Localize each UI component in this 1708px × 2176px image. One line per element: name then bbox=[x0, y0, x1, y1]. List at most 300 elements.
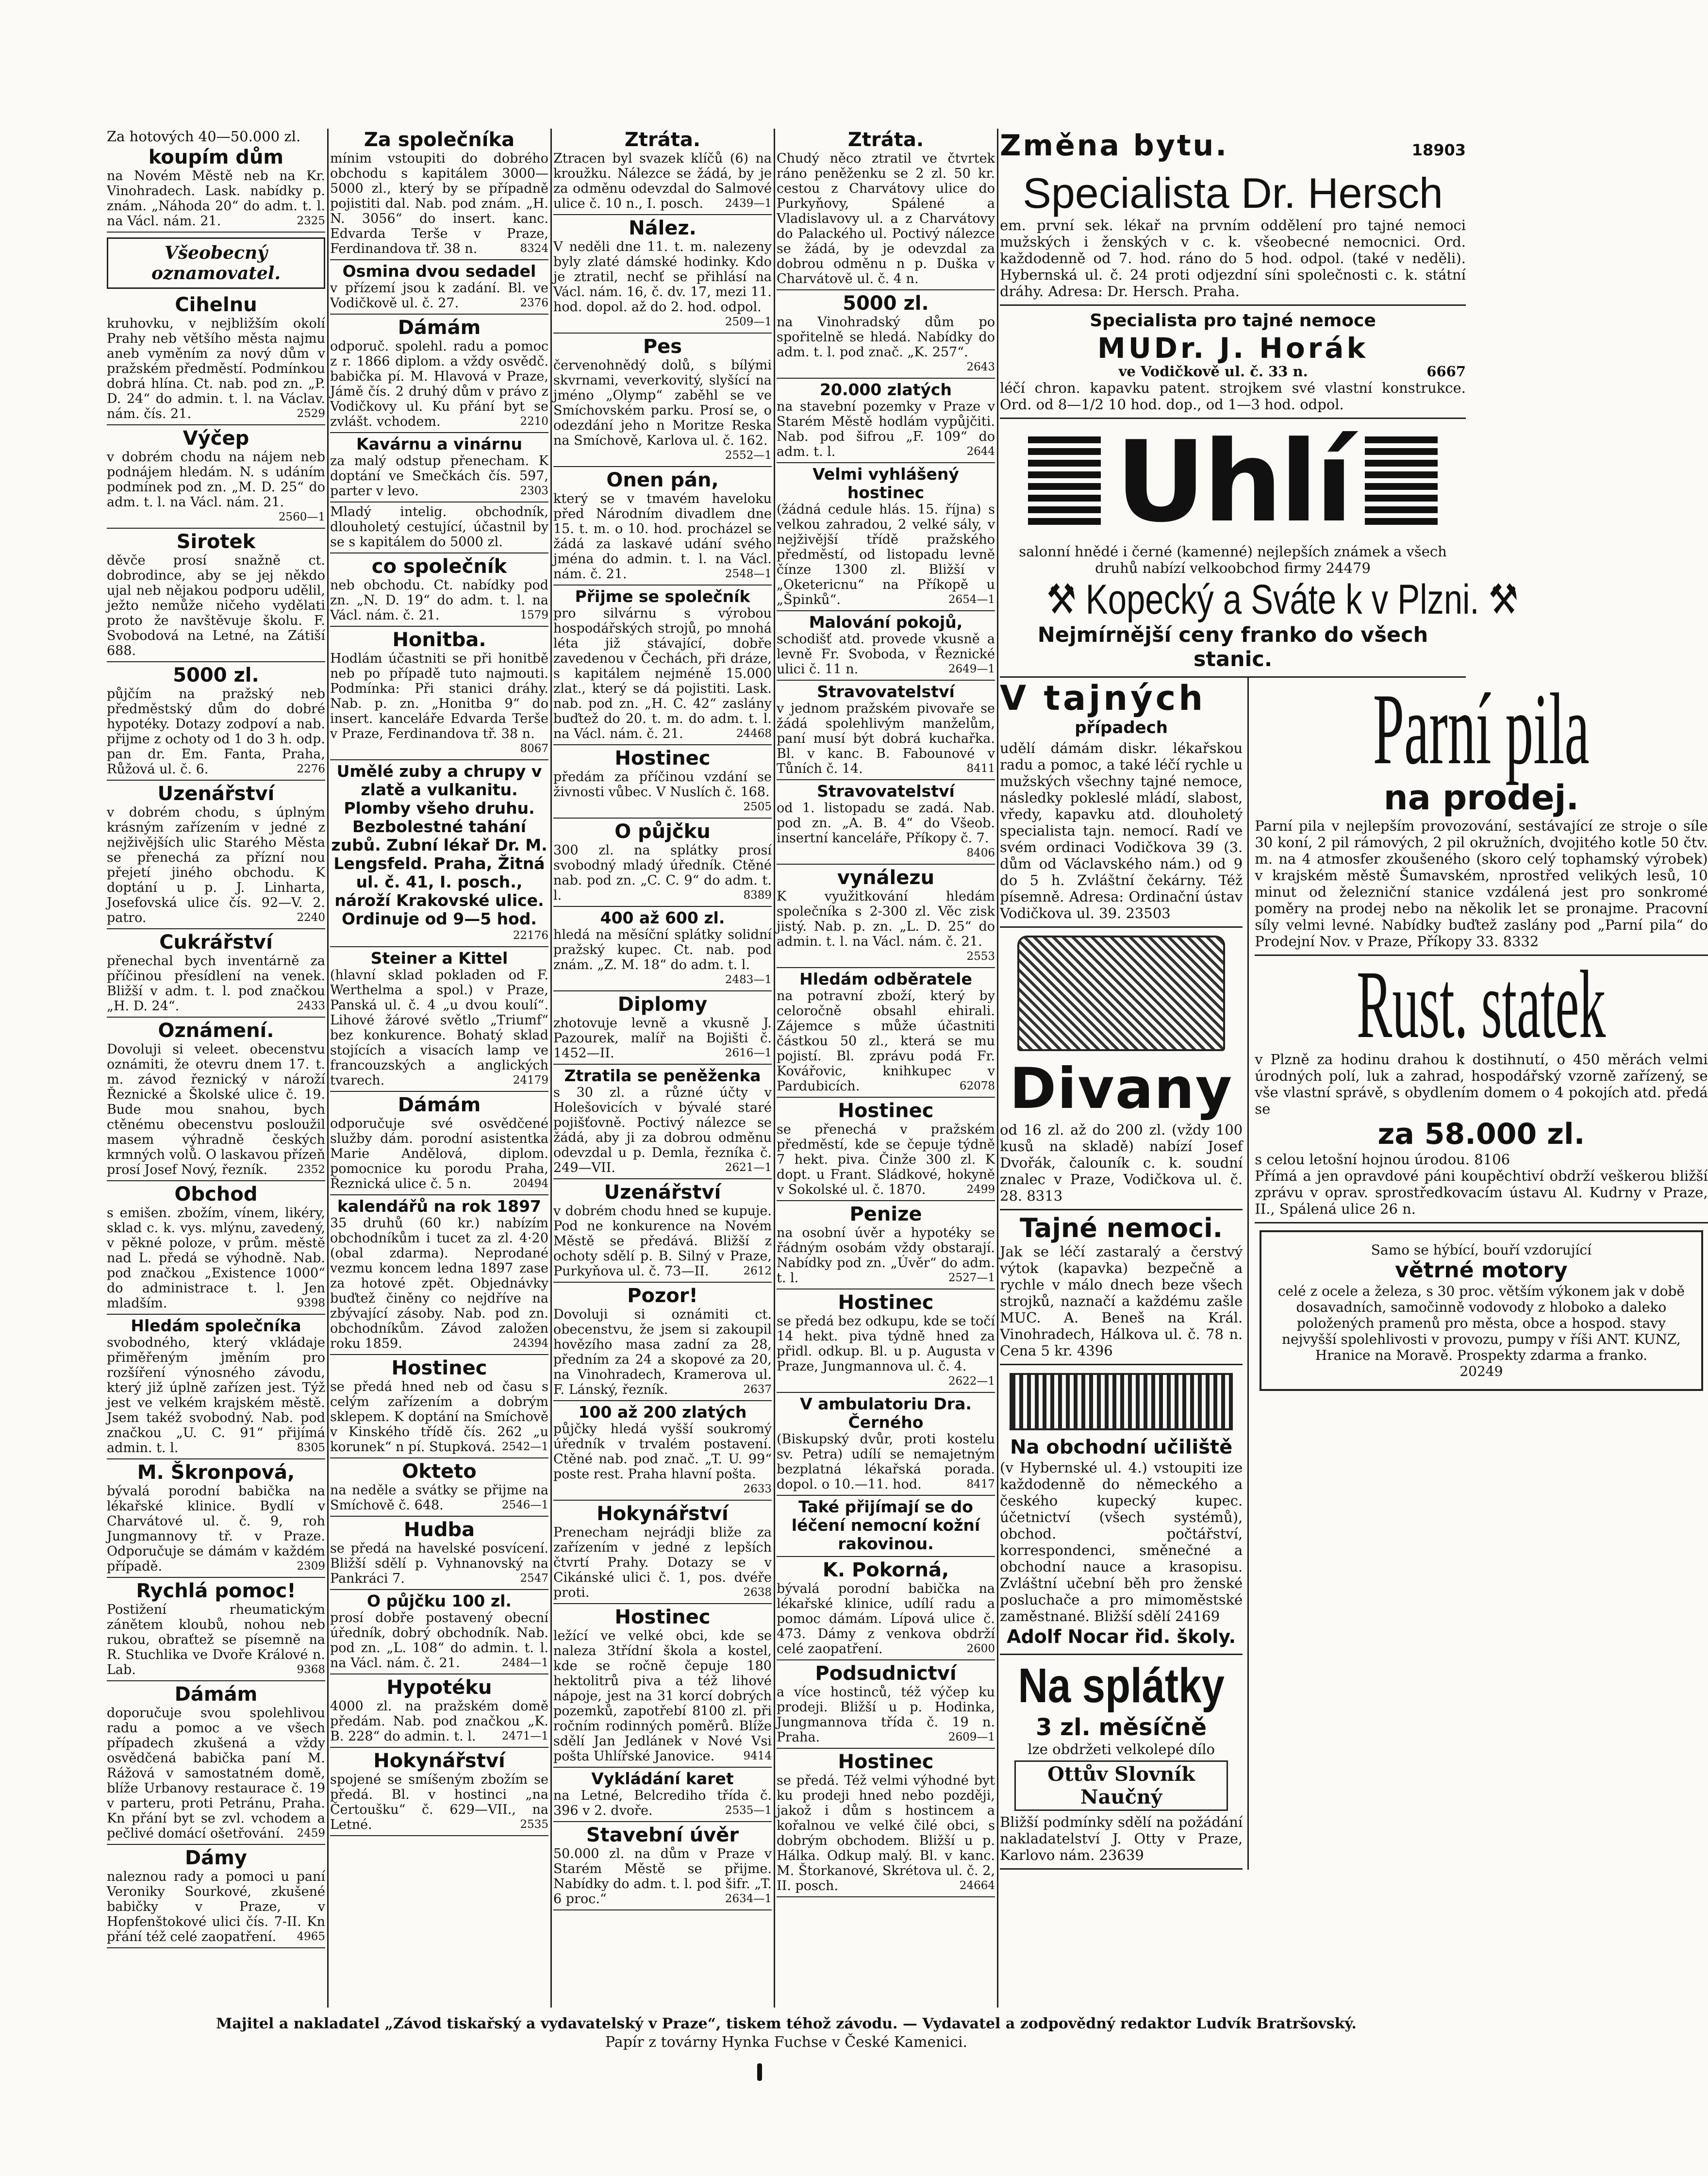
ad-text: Postižení rheumatickým zánětem kloubů, nohou neb rukou, obraťtež se písemně na R. Stuchlika ve Dvoře Králové n. Lab. bbox=[107, 1602, 325, 1677]
classified-ad bbox=[553, 1181, 772, 1283]
ad-text: Chudý něco ztratil ve čtvrtek ráno peněženku se 2 zl. 50 kr. cestou z Charvátovy ulice do Purkyňovy, Spálené a Vladislavovy ul. a z Charvátovy do Palackého ul. Poctivý nálezce se žádá, by je odevzdal za dobrou odměnu n p. Duška v Charvátově ul. č. 4 n. bbox=[777, 151, 995, 286]
ad-heading: Oznámení. bbox=[158, 1020, 274, 1042]
ad-number: 8332 bbox=[1503, 933, 1539, 950]
ad-text: Prenecham nejrádji bliže za zařízením v jedné z lepších čtvrtí Prahy. Dotazy se v Cikánské ulici č. 1, pos. dvéře proti. bbox=[553, 1525, 772, 1600]
classified-ad bbox=[777, 1559, 995, 1660]
ad-heading: Okteto bbox=[402, 1460, 477, 1483]
ad-text: zhotovuje levně a vkusně J. Pazourek, malíř na Bojišti č. 1452—II. bbox=[553, 1016, 772, 1061]
ad-text: v dobrém chodu, s úplným krásným zařízením v jedné z nejživějších ulic Starého Města se přenechá za přízní nou přejetí jiného obchodu. K doptání u p. J. Linharta, Josefovská ulice čís. 92—V. 2. patro. bbox=[107, 805, 325, 925]
ad-text: hledá na měsíční splátky solidní pražský kupec. Ct. nab. pod znám. „Z. M. 18“ do adm. t. l. bbox=[553, 927, 772, 972]
ad-number: 62078 bbox=[959, 1080, 995, 1092]
classified-ad bbox=[553, 1606, 772, 1768]
ad-uhli bbox=[1000, 418, 1519, 678]
column-rule bbox=[997, 129, 998, 2008]
classified-ad bbox=[553, 820, 772, 907]
header-row bbox=[1000, 129, 1466, 163]
ad-text: se předá. Též velmi výhodné byt ku prodeji hned nebo později, jakož i dům s hostincem a kořalnou ve velké čilé obci, s dobrým obchodem. Bližší u p. Hálka. Odkup malý. Bl. v kanc. M. Štorkanové, Skrétova ul. č. 2, II. posch. bbox=[777, 1773, 995, 1893]
ad-text: prosí dobře postavený obecní úředník, dobrý obchodník. Nab. pod zn. „L. 108“ do admin. t. l. na Václ. nám. č. 21. bbox=[330, 1610, 548, 1671]
ad-number: 24394 bbox=[513, 1337, 548, 1350]
classified-ad bbox=[777, 1498, 995, 1557]
ad-text: půjčím na pražský neb předměstský dům do dobré hypotéky. Dotazy zodpoví a nab. přijme z ochoty od 1 do 3 h. odp. pan dr. Em. Fanta, Praha, Růžová ul. č. 6. bbox=[107, 686, 325, 777]
ad-number: 18903 bbox=[1411, 141, 1466, 159]
ad-text: V neděli dne 11. t. m. nalezeny byly zlaté dámské hodinky. Kdo je ztratil, nechť se přihlásí na Václ. nám. 16, č. dv. 17, mezi 11. hod. dopol. až do 2. hod. odpol. bbox=[553, 239, 772, 315]
classified-ad bbox=[330, 1519, 548, 1590]
ad-number: 2638 bbox=[743, 1586, 772, 1599]
ad-text: doporučuje svou spolehlivou radu a pomoc a ve všech případech zkušená a vždy osvědčená babička paní M. Rážová v samostatném domě, blíže Urbanovy restaurace č. 19 v parteru, proti Petránu, Praha. Kn přání byt se zvl. vchodem a pečlivé domácí ošetřování. bbox=[107, 1706, 325, 1841]
ad-text: s emišen. zbožím, vínem, likéry, sklad c. k. vys. mlýnu, zavedený, v pěkné poloze, v prům. městě nad L. předá se výhodně. Nab. pod značkou „Existence 1000“ do administrace t. l. Jen mladším. bbox=[107, 1205, 325, 1311]
ad-text: na neděle a svátky se přijme na Smíchově č. 648. bbox=[330, 1483, 548, 1513]
ad-subheading: případech bbox=[1075, 718, 1168, 737]
ad-number: 8106 bbox=[1474, 1151, 1510, 1168]
ad-text: em. první sek. lékař na prvním oddělení pro tajné nemoci mužských i ženských v c. k. všeobecné nemocnici. Ord. každodenně od 7. hod. ráno do 5 hod. odpol. (také v neděli). Hybernská ul. č. 24 proti odjezdní síni společnosti c. k. státní dráhy. Adresa: Dr. Hersch. Praha. bbox=[1000, 217, 1466, 300]
ad-brand: Kopecký a Sváte k v Plzni. bbox=[1085, 576, 1479, 623]
ad-number: 24479 bbox=[1326, 560, 1371, 576]
ad-heading: Sirotek bbox=[176, 531, 256, 553]
ad-heading: Osmina dvou sedadel bbox=[342, 262, 536, 281]
ad-text: Parní pila v nejlepším provozování, sestávající ze stroje o síle 30 koní, 2 pil rámových, 2 pil okružních, dvojitého kotle 50 čtv. m. na 4 atmosfer zkoušeného (skoro celý tophamský výrobek) v krajském městě Šumavském, nprostřed velikých lesů, 10 minut od železniční stanice vzdálená jest pro sonkromé poměry na prodej nebo na několik let se pronajme. Pracovní síly velmi levné. Nabídky buďtež zaslány pod „Parní pila“ do Prodejní Nov. v Praze, Příkopy 33. bbox=[1255, 818, 1708, 950]
ad-text: který se v tmavém haveloku před Národním divadlem dne 15. t. m. o 10. hod. procházel se žádá za laskavé udání svého jména do admin. t. l. na Václ. nám. č. 21. bbox=[553, 491, 772, 582]
ad-heading: větrné motory bbox=[1395, 1258, 1568, 1283]
ad-slogan: Nejmírnější ceny franko do všech stanic. bbox=[1037, 623, 1428, 671]
ad-number: 2529 bbox=[297, 407, 325, 420]
ad-ucil bbox=[1000, 1365, 1243, 1655]
ad-text: celé z ocele a železa, s 30 proc. větším výkonem jak v době dosavadních, samočinně vodovody z hloboko a daleko položených pramenů pro města, obce a hospod. stavy nejvyšší spolehlivosti v provozu, pumpy v říši ANT. KUNZ, Hranice na Moravě. Prospekty zdarma a franko. bbox=[1277, 1283, 1685, 1363]
ad-heading: M. Škronpová, bbox=[137, 1461, 295, 1484]
classified-ad bbox=[777, 129, 995, 290]
ad-text: na Letné, Belcrediho třída č. 396 v 2. dvoře. bbox=[553, 1788, 772, 1818]
ad-text: na Vinohradský dům po spořitelně se hledá. Nabídky do adm. t. l. pod znač. „K. 257“. bbox=[777, 315, 995, 360]
column-rule bbox=[550, 129, 552, 2008]
ad-number: 2621—1 bbox=[725, 1161, 772, 1174]
ad-text: odporuč. spolehl. radu a pomoc z r. 1866 diplom. a vždy osvědč. babička pí. M. Hlavová v Praze, Jámě čís. 2 druhý dům v právo z Vodičkovy ul. Ku přání byt se zvlášt. vchodem. bbox=[330, 339, 548, 429]
ad-heading: Obchod bbox=[174, 1183, 258, 1205]
classified-ad bbox=[330, 1357, 548, 1458]
classified-ad bbox=[330, 504, 548, 553]
classified-ad bbox=[553, 1824, 772, 1910]
ad-heading bbox=[1046, 576, 1519, 623]
ad-text: na stavební pozemky v Praze v Starém Městě hodlám vypůjčiti. Nab. pod šifrou „F. 109“ do adm. t. l. bbox=[777, 399, 995, 459]
ad-heading: 400 až 600 zl. bbox=[600, 908, 725, 927]
ad-heading: Hudba bbox=[403, 1519, 475, 1541]
ad-number: 24179 bbox=[513, 1074, 548, 1087]
ad-splatky bbox=[1000, 1655, 1243, 1870]
column-3 bbox=[553, 129, 772, 2008]
classified-ad bbox=[330, 949, 548, 1092]
ad-text: na osobní úvěr a hypotéky se řádným osobám vždy obstarají. Nabídky pod zn. „Úvěr“ do adm. t. l. bbox=[777, 1225, 995, 1286]
classified-ad bbox=[107, 664, 325, 781]
ad-heading: Hostinec bbox=[838, 1751, 934, 1773]
ad-number: 2633 bbox=[743, 1483, 772, 1495]
ad-top-line: Za hotových 40—50.000 zl. bbox=[107, 128, 301, 145]
col2-ads bbox=[330, 129, 548, 1836]
ad-heading: Rychlá pomoc! bbox=[136, 1580, 296, 1602]
ad-heading: Dámám bbox=[398, 317, 481, 339]
ad-text: se předá na havelské posvícení. Bližší sdělí p. Vyhnanovský na Pankráci 7. bbox=[330, 1541, 548, 1586]
classified-ad bbox=[330, 435, 548, 502]
ad-text: Hodlám účastniti se při honitbě neb po případě tuto najmouti. Podmínka: Při stanici dráhy. Nab. p. zn. „Honitba 9“ do insert. kanceláře Edvarda Terše v Praze, Ferdinandova tř. 38 n. bbox=[330, 651, 548, 741]
ad-horak bbox=[1000, 306, 1466, 419]
ad-heading: Za společníka bbox=[364, 129, 515, 151]
ad-price: za 58.000 zl. bbox=[1377, 1117, 1585, 1151]
ad-text: udělí dámám diskr. lékařskou radu a pomoc, a také léčí rychle u mužských všechny tajné nemoce, následky pokleslé mládí, slabost, vředy, kapavku atd. dlouholetý specialista tajn. nemocí. Radí ve svém ordinaci Vodičkova 39 (3. dům od Václavského nám.) od 9 do 5 h. Zvláštní čekárny. Též písemně. Adresa: Ordinační ústav Vodičkova ul. 39. bbox=[1000, 740, 1243, 921]
classified-ad bbox=[777, 1100, 995, 1201]
ornament-banner-icon bbox=[1010, 1373, 1233, 1430]
ad-heading: Výčep bbox=[182, 427, 249, 450]
ad-number: 2483—1 bbox=[725, 973, 772, 986]
classified-ad bbox=[777, 465, 995, 611]
ad-heading: Steiner a Kittel bbox=[370, 949, 508, 968]
classified-ad bbox=[553, 1770, 772, 1822]
classified-ad bbox=[330, 1197, 548, 1355]
ad-number: 9398 bbox=[297, 1297, 325, 1309]
classified-ad bbox=[330, 1460, 548, 1517]
classified-ad bbox=[553, 335, 772, 467]
ad-number: 2325 bbox=[297, 215, 325, 227]
column-4 bbox=[777, 129, 995, 2008]
classified-ad bbox=[330, 317, 548, 433]
classified-ad bbox=[330, 1750, 548, 1836]
ad-heading: O půjčku 100 zl. bbox=[367, 1591, 512, 1610]
ad-number: 2352 bbox=[297, 1163, 325, 1176]
ad-text: od 1. listopadu se zadá. Nab. pod zn. „A. B. 4“ do Všeob. insertní kanceláře, Příkopy č. 7. bbox=[777, 801, 995, 846]
ad-heading: Dámy bbox=[185, 1847, 247, 1869]
ad-heading: kalendářů na rok 1897 bbox=[337, 1197, 542, 1216]
ad-number: 1579 bbox=[520, 609, 548, 621]
ad-heading: Pes bbox=[643, 335, 682, 358]
ad-text: Přímá a jen opravdové páni koupěchtiví obdrží veškerou bližší zprávu v oprav. sprostředkovacím ústavu Al. Kudrny v Praze, II., Spálená ulice 26 n. bbox=[1255, 1168, 1708, 1217]
ad-heading: Hokynářství bbox=[597, 1503, 729, 1525]
ad-text: ležící ve velké obci, kde se naleza 3třídní škola a kostel, kde se ročně čepuje 180 hektolitrů piva a též lihové nápoje, jest na 31 korcí dobrých pozemků, zapotřebí 8100 zl. při ročním rodinných poměrů. Blíže sdělí Jan Jedlánek v Nové Vsi pošta Uhlířské Janovice. bbox=[553, 1628, 772, 1764]
ad-number: 2535 bbox=[520, 1818, 548, 1831]
ad-number: 2527—1 bbox=[948, 1272, 995, 1284]
classified-ad bbox=[330, 762, 548, 947]
ad-number: 24169 bbox=[1175, 1608, 1220, 1624]
ad-number: 8411 bbox=[966, 762, 995, 775]
ad-number: 2535—1 bbox=[725, 1804, 772, 1817]
classified-ad bbox=[553, 1403, 772, 1501]
ad-number: 2548—1 bbox=[725, 568, 772, 580]
ad-heading: MUDr. J. Horák bbox=[1097, 332, 1369, 365]
ad-text: se předá hned neb od času s celým zařízením a dobrým sklepem. K doptání na Smíchově v Kinského třídě čís. 262 „u korunek“ n pí. Stupková. bbox=[330, 1379, 548, 1455]
ad-heading: Uzenářství bbox=[157, 783, 275, 805]
ad-heading: Tajné nemoci. bbox=[1020, 1213, 1223, 1243]
ad-text: salonní hnědé i černé (kamenné) nejlepších známek a všech druhů nabízí velkoobchod firmy bbox=[1019, 543, 1447, 576]
classified-ad bbox=[553, 1067, 772, 1179]
ad-text: od 16 zl. až do 200 zl. (vždy 100 kusů na skladě) nabízí Josef Dvořák, čalouník c. k. soudní znalec v Praze, Vodičkova ul. č. 28. bbox=[1000, 1121, 1243, 1204]
ad-text: spojené se smíšeným zbožím se předá. Bl. v hostinci „na Čertoušku“ č. 629—VII., na Letné. bbox=[330, 1772, 548, 1832]
ad-heading: Ztráta. bbox=[624, 129, 701, 151]
classified-ad bbox=[330, 262, 548, 315]
classified-ad bbox=[107, 1683, 325, 1845]
ad-number: 2654—1 bbox=[948, 593, 995, 606]
ad-heading: Penize bbox=[849, 1203, 922, 1225]
ad-text: na Novém Městě neb na Kr. Vinohradech. Lask. nabídky p. znám. „Náhoda 20“ do adm. t. l. na Václ. nám. 21. bbox=[107, 168, 325, 229]
ad-text: kruhovku, v nejbližším okolí Prahy neb většího města najmu aneb vyměním za nový dům v pražském předměstí. Podmínkou dobrá hlína. Ct. nab. pod zn. „P. D. 24“ do admin. t. l. na Václav. nám. čís. 21. bbox=[107, 316, 325, 421]
ad-vtaj bbox=[1000, 678, 1243, 928]
stripe-ornament bbox=[1028, 436, 1101, 529]
ad-rust-statek bbox=[1255, 951, 1708, 1223]
ad-heading: Uhlí bbox=[1115, 418, 1351, 547]
ad-text: Ztracen byl svazek klíčů (6) na kroužku. Nálezce se žádá, by je za odměnu odevzdal do Salmové ulice č. 10 n., I. posch. bbox=[553, 151, 772, 211]
ad-text: lze obdržeti velkolepé dílo bbox=[1028, 1741, 1215, 1758]
col1-ads bbox=[107, 146, 325, 1948]
classified-ad bbox=[553, 587, 772, 745]
ad-number: 2459 bbox=[297, 1827, 325, 1840]
classified-ad bbox=[777, 683, 995, 780]
ad-heading: K. Pokorná, bbox=[822, 1559, 949, 1581]
ad-number: 23503 bbox=[1126, 905, 1171, 921]
ad-number: 2376 bbox=[520, 297, 548, 309]
ad-number: 2439—1 bbox=[725, 197, 772, 210]
ad-heading: Stavební úvěr bbox=[586, 1824, 739, 1846]
classified-ad bbox=[777, 1395, 995, 1496]
ad-number: 2505 bbox=[743, 801, 772, 813]
col3-ads bbox=[553, 129, 772, 1910]
ad-number: 2637 bbox=[743, 1383, 772, 1396]
ad-heading: Kavárnu a vinárnu bbox=[356, 435, 522, 453]
ad-parni-pila bbox=[1255, 673, 1708, 956]
ad-text: Bližší podmínky sdělí na požádání nakladatelství J. Otty v Praze, Karlovo nám. bbox=[1000, 1814, 1243, 1863]
ad-brand: Ottův Slovník Naučný bbox=[1014, 1760, 1228, 1811]
ad-heading: Diplomy bbox=[617, 993, 708, 1016]
ad-text: (Biskupský dvůr, proti kostelu sv. Petra) udílí se nemajetným bezplatná lékařská porada. dopol. o 10.—11. hod. bbox=[777, 1432, 995, 1492]
ad-number: 4396 bbox=[1077, 1342, 1113, 1359]
ad-heading: Parní pila bbox=[1373, 673, 1590, 786]
ad-heading: Pozor! bbox=[627, 1285, 698, 1307]
ad-heading: V tajných bbox=[1000, 678, 1206, 718]
classified-ad bbox=[553, 129, 772, 215]
ad-text: schodišť atd. provede vkusně a levně Fr. Svoboda, v Řeznické ulici č. 11 n. bbox=[777, 632, 995, 677]
ad-heading: Vykládání karet bbox=[591, 1769, 734, 1788]
ad-number: 2644 bbox=[966, 445, 995, 458]
ad-text: Dovoluji si oznámiti ct. obecenstvu, že jsem si zakoupil hovězího masa zadní za 28, předním za 24 a skopové za 20, na Vinohradech, Kramerova ul. F. Lánský, řezník. bbox=[553, 1307, 772, 1397]
ad-heading: 5000 zl. bbox=[173, 664, 259, 686]
ad-heading: Nález. bbox=[629, 217, 696, 239]
ad-text: neb obchodu. Ct. nabídky pod zn. „N. D. 19“ do adm. t. l. na Václ. nám. č. 21. bbox=[330, 578, 548, 623]
ad-text: bývalá porodní babička na lékařské klinice, udílí radu a pomoc dámám. Lípová ulice č. 473. Dámy z venkova obdrží celé zaopatření. bbox=[777, 1581, 995, 1657]
ad-heading: Hledám společníka bbox=[131, 1316, 301, 1335]
imprint bbox=[107, 2015, 1466, 2052]
classified-ad bbox=[107, 1847, 325, 1948]
ad-text: v Plzně za hodinu drahou k dostihnutí, o 450 měrách velmi úrodných polí, luk a zahrad, hospodářský vzorně zařízený, se vše vlastní správě, s obydlením domem o 4 pokojích atd. předá se bbox=[1255, 1051, 1708, 1117]
ad-text: 300 zl. na splátky prosí svobodný mladý úředník. Ctěné nab. pod zn. „C. C. 9“ do adm. t. l. bbox=[553, 843, 772, 903]
ad-text: děvče prosí snažně ct. dobrodince, aby se jej někdo ujal neb nějakou podporu udělil, ježto nemůže ničeho vydělati proto že navštěvuje školu. F. Svobodová na Letné, na Zátiší 688. bbox=[107, 553, 325, 658]
ad-number: 2433 bbox=[297, 1000, 325, 1012]
ad-text: přenechal bych inventárně za příčinou přesídlení na venek. Bližší v adm. t. l. pod značkou „H. D. 24“. bbox=[107, 954, 325, 1014]
ad-heading: 20.000 zlatých bbox=[820, 380, 952, 399]
ad-heading: Na splátky bbox=[1018, 1658, 1225, 1713]
ad-text: K využitkování hledám společníka s 2-300 zl. Věc zisk jistý. Nab. p. zn. „L. D. 25“ do admin. t. l. na Václ. nám. č. 21. bbox=[777, 889, 995, 949]
ad-heading: Divany bbox=[1010, 1056, 1233, 1121]
page-title: Změna bytu. bbox=[1000, 129, 1229, 163]
classified-ad bbox=[330, 1592, 548, 1674]
ad-heading: 100 až 200 zlatých bbox=[578, 1403, 747, 1422]
ad-number: 2600 bbox=[966, 1642, 995, 1655]
classified-ad bbox=[107, 1580, 325, 1681]
ad-heading: Hostinec bbox=[838, 1100, 934, 1122]
ad-number: 2634—1 bbox=[725, 1892, 772, 1905]
classified-ad bbox=[777, 613, 995, 681]
left-subcol bbox=[1000, 678, 1249, 1870]
column-rule bbox=[774, 129, 775, 2008]
ad-heading: 5000 zl. bbox=[843, 292, 929, 315]
classified-ad bbox=[777, 381, 995, 463]
right-subcol bbox=[1255, 673, 1708, 1870]
ad-heading: Hostinec bbox=[614, 747, 711, 770]
ad-text: Jak se léčí zastaralý a čerstvý výtok (kapavka) bezpečně a rychle v málo dnech beze všech strojků, naznačí a každému zašle MUC. A. Beneš na Král. Vinohradech, Hálkova ul. č. 78 n. Cena 5 kr. bbox=[1000, 1243, 1243, 1359]
classified-ad bbox=[777, 1291, 995, 1393]
hammers-icon: ⚒ bbox=[1479, 576, 1519, 623]
ad-number: 24468 bbox=[736, 727, 772, 740]
ad-number: 2499 bbox=[966, 1183, 995, 1196]
ad-number: 22176 bbox=[513, 929, 548, 942]
ad-heading: Hokynářství bbox=[373, 1750, 505, 1772]
ad-heading: Ztratila se peněženka bbox=[564, 1066, 761, 1085]
ad-number: 2553 bbox=[966, 950, 995, 963]
ad-heading: Hledám odběratele bbox=[799, 970, 972, 988]
ad-text: 4000 zl. na pražském domě předám. Nab. pod značkou „K. B. 228“ do admin. t. l. bbox=[330, 1699, 548, 1744]
ad-text: léčí chron. kapavku patent. strojkem své vlastní konstrukce. Ord. od 8—1/2 10 hod. dop., od 1—3 hod. odpol. bbox=[1000, 380, 1466, 413]
ad-heading: Specialista Dr. Hersch bbox=[1023, 169, 1443, 217]
column-1 bbox=[107, 129, 325, 2008]
classified-ad bbox=[107, 531, 325, 662]
ad-heading: Cihelnu bbox=[175, 294, 257, 316]
ad-number: 20249 bbox=[1459, 1363, 1503, 1379]
classified-ad bbox=[107, 294, 325, 425]
classified-ad bbox=[553, 993, 772, 1065]
imprint-line: Papír z továrny Hynka Fuchse v České Kamenici. bbox=[605, 2034, 968, 2051]
ad-heading: Dámám bbox=[398, 1094, 481, 1116]
ad-text: Dovoluji si veleet. obecenstvu oznámiti, že otevru dnem 17. t. m. závod řeznický v nároží Řeznické a Školské ulice č. 19. Bude mou snahou, bych ctěnému obecenstvu posloužil masem výhradně českých krmných volů. O laskavou přízeň prosí Josef Nový, řezník. bbox=[107, 1042, 325, 1177]
ad-number: 2210 bbox=[520, 415, 548, 428]
ad-text: (žádná cedule hlás. 15. října) s velkou zahradou, 2 velké sály, v nejživější třídě pražského předměstí, od listopadu levně čínze 1300 zl. Bližší v „Oketericnu“ na Příkopě u „Špinků“. bbox=[777, 502, 995, 607]
ad-heading: Onen pán, bbox=[606, 469, 719, 491]
ad-subheading: 3 zl. měsíčně bbox=[1036, 1714, 1207, 1741]
ad-heading: Podsudnictví bbox=[815, 1662, 957, 1685]
classified-ad bbox=[107, 931, 325, 1018]
ad-heading: O půjčku bbox=[614, 820, 711, 843]
uhli-banner bbox=[1000, 418, 1466, 547]
classified-ad bbox=[777, 1662, 995, 1749]
ad-heading: Cukrářství bbox=[159, 931, 273, 954]
newspaper-page bbox=[107, 128, 1708, 2124]
ad-subheading: na prodej. bbox=[1383, 778, 1579, 818]
stripe-ornament bbox=[1365, 436, 1438, 529]
hammers-icon: ⚒ bbox=[1046, 576, 1086, 623]
ad-tajne bbox=[1000, 1210, 1243, 1365]
ad-heading: Dámám bbox=[174, 1683, 258, 1706]
ad-text: mínim vstoupiti do dobrého obchodu s kapitálem 3000—5000 zl., který by se případně pojistiti dal. Nab. pod znám. „H. N. 3056“ do insert. kanc. Edvarda Terše v Praze, Ferdinandova tř. 38 n. bbox=[330, 151, 548, 256]
ad-hersch bbox=[1000, 167, 1466, 306]
classified-ad bbox=[777, 867, 995, 968]
ad-text: pro silvárnu s výrobou hospodářských strojů, po mnohá léta již stávající, dobře zavedenou v Čechách, při dráze, s kapitálem nejméně 15.000 zlat., který se dá pojistiti. Lask. nab. pod zn. „H. C. 42“ zaslány buďtež do 20. t. m. do adm. t. l. na Václ. nám. č. 21. bbox=[553, 606, 772, 741]
ad-text: odporučuje své osvědčené služby dám. porodní asistentka Marie Andělová, diplom. pomocnice ku porodu Praha, Řeznická ulice č. 5 n. bbox=[330, 1116, 548, 1191]
classified-ad bbox=[330, 555, 548, 627]
ad-number: 8305 bbox=[297, 1441, 325, 1454]
ad-heading: Uzenářství bbox=[604, 1181, 721, 1204]
classified-ad bbox=[553, 1285, 772, 1401]
ad-number: 23639 bbox=[1099, 1847, 1144, 1863]
classified-ad bbox=[330, 629, 548, 760]
classified-ad bbox=[107, 1461, 325, 1578]
page-mark bbox=[757, 2063, 762, 2081]
ad-text: Mladý intelig. obchodník, dlouholetý cestující, účastnil by se s kapitálem do 5000 zl. bbox=[330, 504, 548, 550]
ad-vetrne-motory bbox=[1260, 1230, 1703, 1391]
classified-ad bbox=[777, 970, 995, 1098]
classified-ad bbox=[107, 1317, 325, 1459]
ad-heading: Hostinec bbox=[614, 1606, 711, 1628]
column-5 bbox=[1000, 129, 1708, 2008]
ad-signature: Adolf Nocar řid. školy. bbox=[1007, 1626, 1236, 1647]
ad-heading: Honitba. bbox=[392, 629, 486, 651]
ad-text: naleznou rady a pomoci u paní Veroniky Sourkové, zkušené babičky v Praze, v Hopfenštokové ulici čís. 7-II. Kn přání též celé zaopatření. bbox=[107, 1869, 325, 1944]
ad-number: 6667 bbox=[1426, 363, 1466, 380]
ad-text: půjčky hledá vyšší soukromý úředník v trvalém postavení. Ctěné nab. pod znač. „T. U. 99“ poste rest. Praha hlavní pošta. bbox=[553, 1422, 772, 1482]
ad-number: 2240 bbox=[297, 911, 325, 924]
ad-number: 2622—1 bbox=[948, 1375, 995, 1388]
ad-heading: Stravovatelství bbox=[817, 782, 955, 801]
ad-text: ve Vodičkově ul. č. 33 n. bbox=[1118, 363, 1308, 380]
ad-divany bbox=[1000, 928, 1243, 1210]
ad-heading: Na obchodní učiliště bbox=[1010, 1436, 1233, 1458]
ad-number: 9368 bbox=[297, 1663, 325, 1676]
classified-ad bbox=[777, 1751, 995, 1897]
classified-ad bbox=[107, 427, 325, 529]
classified-ad bbox=[330, 129, 548, 260]
ad-heading: Stravovatelství bbox=[817, 682, 955, 701]
classified-ad bbox=[777, 782, 995, 865]
ad-heading: V ambulatoriu Dra. Černého bbox=[800, 1394, 972, 1432]
ad-text: a více hostinců, též výčep ku prodeji. Bližší u p. Hodinka, Jungmannova třída č. 19 n. Praha. bbox=[777, 1685, 995, 1745]
classified-ad bbox=[777, 1203, 995, 1289]
classified-ad bbox=[107, 1020, 325, 1181]
ad-text: v přízemí jsou k zadání. Bl. ve Vodičkově ul. č. 27. bbox=[330, 281, 548, 311]
ad-number: 2303 bbox=[520, 485, 548, 497]
classified-ad bbox=[107, 783, 325, 929]
ad-number: 2609—1 bbox=[948, 1731, 995, 1743]
ad-text: (hlavní sklad pokladen od F. Werthelma a spol.) v Praze, Panská ul. č. 4 „u dvou koulí“. Lihové žárové světlo „Triumf“ bez konkurence. Bohatý sklad stojících a visacích lamp ve francouzských a anglických tvarech. bbox=[330, 968, 548, 1088]
ad-text: v dobrém chodu hned se kupuje. Pod ne konkurence na Novém Městě se předává. Bližší z ochoty sdělí p. B. Silný v Praze, Purkyňova ul. č. 73—II. bbox=[553, 1204, 772, 1279]
ad-number: 4965 bbox=[297, 1930, 325, 1943]
ad-heading: Specialista pro tajné nemoce bbox=[1090, 311, 1376, 331]
ad-heading: Rust. statek bbox=[1357, 951, 1606, 1058]
ad-text: předám za příčinou vzdání se živnosti vůbec. V Nuslích č. 168. bbox=[553, 770, 772, 800]
ad-number: 2509—1 bbox=[725, 316, 772, 328]
ad-number: 8067 bbox=[520, 742, 548, 755]
ad-text: svobodného, který vkládaje přiměřeným jměním pro rozšíření výnosného závodu, který již úplně zařízen jest. Týž jest ve velkém krajském městě. Jsem takéž svobodný. Nab. pod značkou „U. C. 91“ přijímá admin. t. l. bbox=[107, 1335, 325, 1456]
ad-heading: Hypotéku bbox=[386, 1676, 492, 1699]
ad-text: se přenechá v pražském předměstí, kde se čepuje týdně 7 hekt. piva. Činže 300 zl. K dopt. u Frant. Sládkové, hokyně v Sokolské ul. č. 1870. bbox=[777, 1122, 995, 1197]
ad-number: 24664 bbox=[959, 1879, 995, 1892]
classified-ad bbox=[553, 747, 772, 819]
ad-number: 2484—1 bbox=[501, 1657, 548, 1669]
ad-number: 8389 bbox=[743, 889, 772, 902]
sofa-illustration-icon bbox=[1017, 936, 1225, 1051]
ad-number: 2546—1 bbox=[501, 1499, 548, 1511]
ad-text: s celou letošní hojnou úrodou. bbox=[1255, 1151, 1470, 1168]
ad-number: 8406 bbox=[966, 847, 995, 859]
imprint-line: Majitel a nakladatel „Závod tiskařský a vydavatelský v Praze“, tiskem téhož závodu. — Vydavatel a zodpovědný redaktor Ludvík Bratršovský. bbox=[216, 2015, 1357, 2032]
ad-number: 2612 bbox=[743, 1265, 772, 1277]
ad-text: s 30 zl. a různé účty v Holešovicích v bývalé staré pojišťovně. Poctivý nálezce se žádá, aby ji za dobrou odměnu odevzdal u p. Demla, řezníka č. 249—VII. bbox=[553, 1085, 772, 1175]
ad-number: 2560—1 bbox=[278, 511, 325, 523]
classified-ad bbox=[553, 1503, 772, 1604]
ad-number: 20494 bbox=[513, 1177, 548, 1190]
ad-number: 2643 bbox=[966, 361, 995, 373]
ad-text: na potravní zboží, který by celoročně obsahl ehirali. Zájemce s může účastniti částkou 50 zl., která se mu pojistí. Bl. zprávu podá Fr. Kovářovic, knihkupec v Pardubicích. bbox=[777, 988, 995, 1094]
ad-text: Samo se hýbící, bouří vzdorující bbox=[1371, 1242, 1592, 1258]
ad-number: 2616—1 bbox=[725, 1047, 772, 1059]
